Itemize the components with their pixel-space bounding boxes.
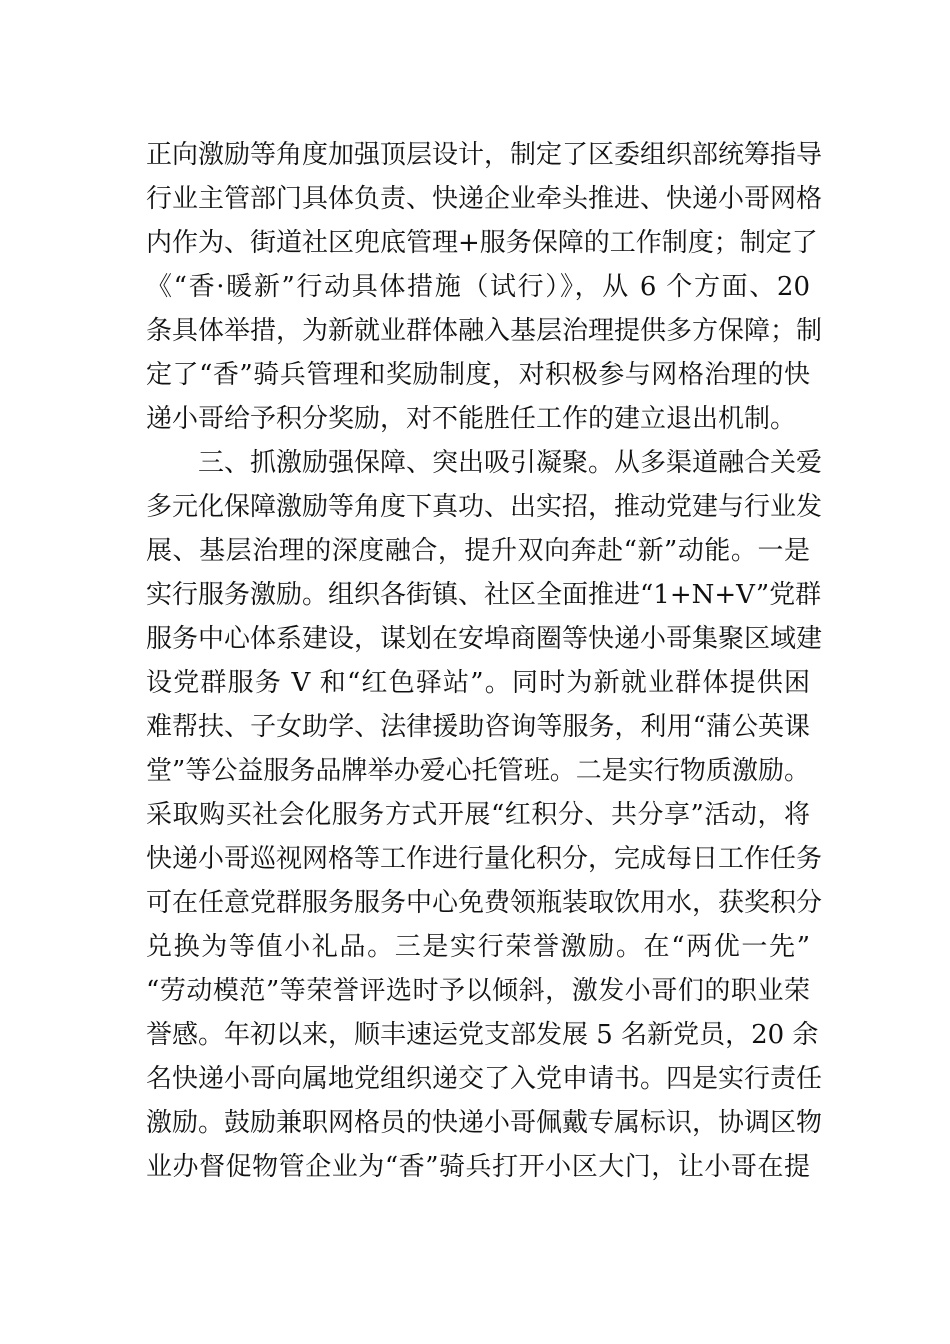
text-line: 激励。鼓励兼职网格员的快递小哥佩戴专属标识，协调区物 (146, 1108, 823, 1138)
text-line: 业办督促物管企业为“香”骑兵打开小区大门，让小哥在提 (146, 1152, 810, 1182)
text-line: 名快递小哥向属地党组织递交了入党申请书。四是实行责任 (146, 1064, 823, 1094)
text-line: 实行服务激励。组织各街镇、社区全面推进“1+N+V”党群 (146, 580, 822, 610)
section-heading-line: 三、抓激励强保障、突出吸引凝聚。从多渠道融合关爱 (198, 448, 823, 478)
text-line: 内作为、街道社区兜底管理+服务保障的工作制度；制定了 (146, 228, 818, 258)
body-text (146, 133, 823, 1189)
text-line: 《“香·暖新”行动具体措施（试行）》，从 6 个方面、20 (146, 272, 810, 302)
text-line: 展、基层治理的深度融合，提升双向奔赴“新”动能。一是 (146, 536, 810, 566)
text-line: 兑换为等值小礼品。三是实行荣誉激励。在“两优一先” (146, 932, 810, 962)
text-line: 正向激励等角度加强顶层设计，制定了区委组织部统筹指导 (146, 140, 823, 170)
text-line: 多元化保障激励等角度下真功、出实招，推动党建与行业发 (146, 492, 823, 522)
text-line: 堂”等公益服务品牌举办爱心托管班。二是实行物质激励。 (146, 756, 810, 786)
text-line: 可在任意党群服务服务中心免费领瓶装取饮用水，获奖积分 (146, 888, 823, 918)
text-line: “劳动模范”等荣誉评选时予以倾斜，激发小哥们的职业荣 (146, 976, 810, 1006)
text-line: 定了“香”骑兵管理和奖励制度，对积极参与网格治理的快 (146, 360, 810, 390)
text-line: 递小哥给予积分奖励，对不能胜任工作的建立退出机制。 (146, 404, 797, 434)
text-line: 誉感。年初以来，顺丰速运党支部发展 5 名新党员，20 余 (146, 1020, 819, 1050)
text-line: 条具体举措，为新就业群体融入基层治理提供多方保障；制 (146, 316, 823, 346)
text-line: 服务中心体系建设，谋划在安埠商圈等快递小哥集聚区域建 (146, 624, 823, 654)
text-line: 采取购买社会化服务方式开展“红积分、共分享”活动，将 (146, 800, 810, 830)
text-line: 设党群服务 V 和“红色驿站”。同时为新就业群体提供困 (146, 668, 810, 698)
text-line: 行业主管部门具体负责、快递企业牵头推进、快递小哥网格 (146, 184, 823, 214)
text-line: 难帮扶、子女助学、法律援助咨询等服务，利用“蒲公英课 (146, 712, 810, 742)
text-line: 快递小哥巡视网格等工作进行量化积分，完成每日工作任务 (146, 844, 823, 874)
